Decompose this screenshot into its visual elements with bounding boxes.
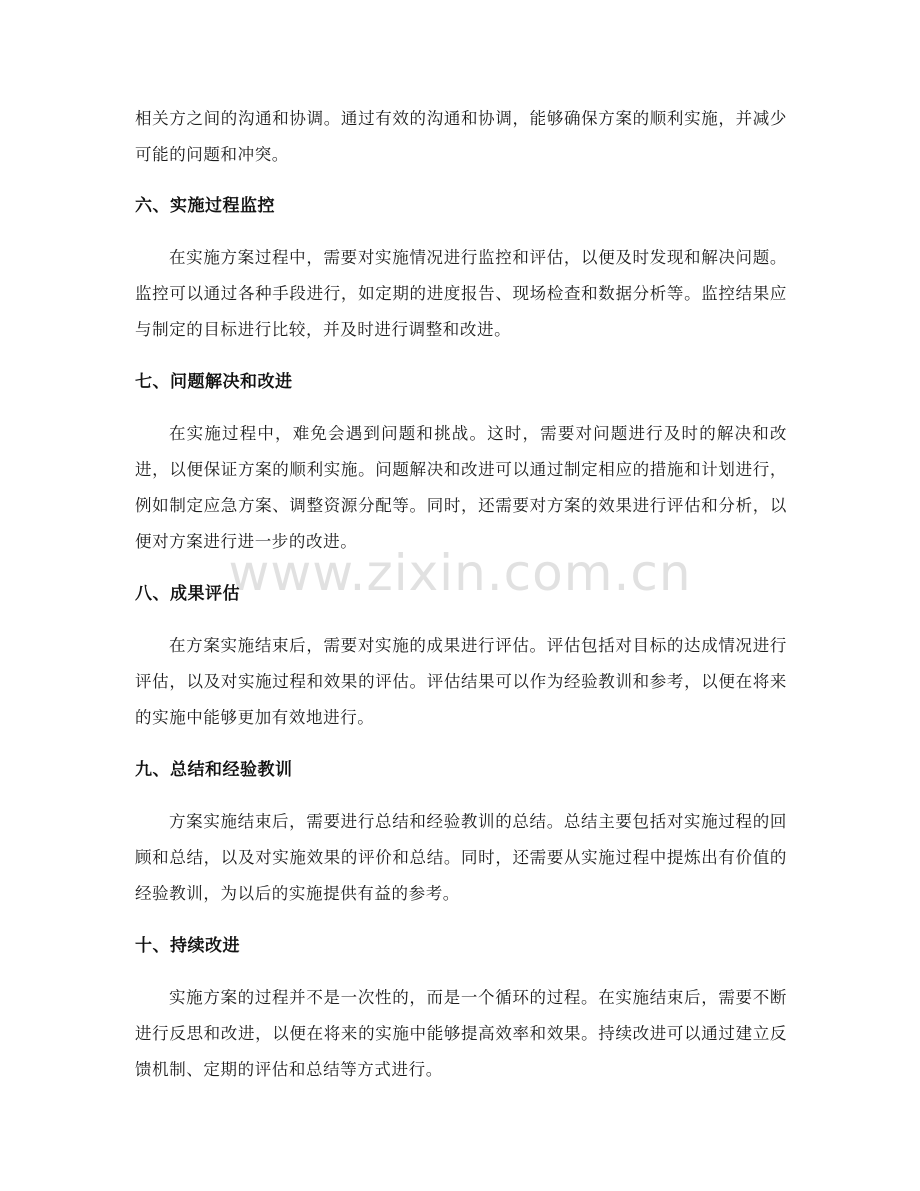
section-heading-10: 十、持续改进 <box>135 936 240 956</box>
document-body <box>135 101 787 1088</box>
section-heading-8: 八、成果评估 <box>135 584 240 604</box>
section-paragraph-7: 在实施过程中，难免会遇到问题和挑战。这时，需要对问题进行及时的解决和改进，以便保证方案的顺利实施。问题解决和改进可以通过制定相应的措施和计划进行，例如制定应急方案、调整资源分配等。同时，还需要对方案的效果进行评估和分析，以便对方案进行进一步的改进。 <box>135 424 787 551</box>
section-paragraph-6: 在实施方案过程中，需要对实施情况进行监控和评估，以便及时发现和解决问题。监控可以通过各种手段进行，如定期的进度报告、现场检查和数据分析等。监控结果应与制定的目标进行比较，并及时进行调整和改进。 <box>135 248 787 339</box>
section-paragraph-10: 实施方案的过程并不是一次性的，而是一个循环的过程。在实施结束后，需要不断进行反思和改进，以便在将来的实施中能够提高效率和效果。持续改进可以通过建立反馈机制、定期的评估和总结等方式进行。 <box>135 988 787 1079</box>
watermark: www.zixin.com.cn <box>228 544 692 602</box>
section-heading-6: 六、实施过程监控 <box>135 196 275 216</box>
section-heading-9: 九、总结和经验教训 <box>135 760 293 780</box>
section-heading-7: 七、问题解决和改进 <box>135 372 293 392</box>
section-paragraph-8: 在方案实施结束后，需要对实施的成果进行评估。评估包括对目标的达成情况进行评估，以及对实施过程和效果的评估。评估结果可以作为经验教训和参考，以便在将来的实施中能够更加有效地进行。 <box>135 636 787 727</box>
section-paragraph-9: 方案实施结束后，需要进行总结和经验教训的总结。总结主要包括对实施过程的回顾和总结，以及对实施效果的评价和总结。同时，还需要从实施过程中提炼出有价值的经验教训，为以后的实施提供有益的参考。 <box>135 812 787 903</box>
intro-paragraph: 相关方之间的沟通和协调。通过有效的沟通和协调，能够确保方案的顺利实施，并减少可能的问题和冲突。 <box>135 109 787 164</box>
